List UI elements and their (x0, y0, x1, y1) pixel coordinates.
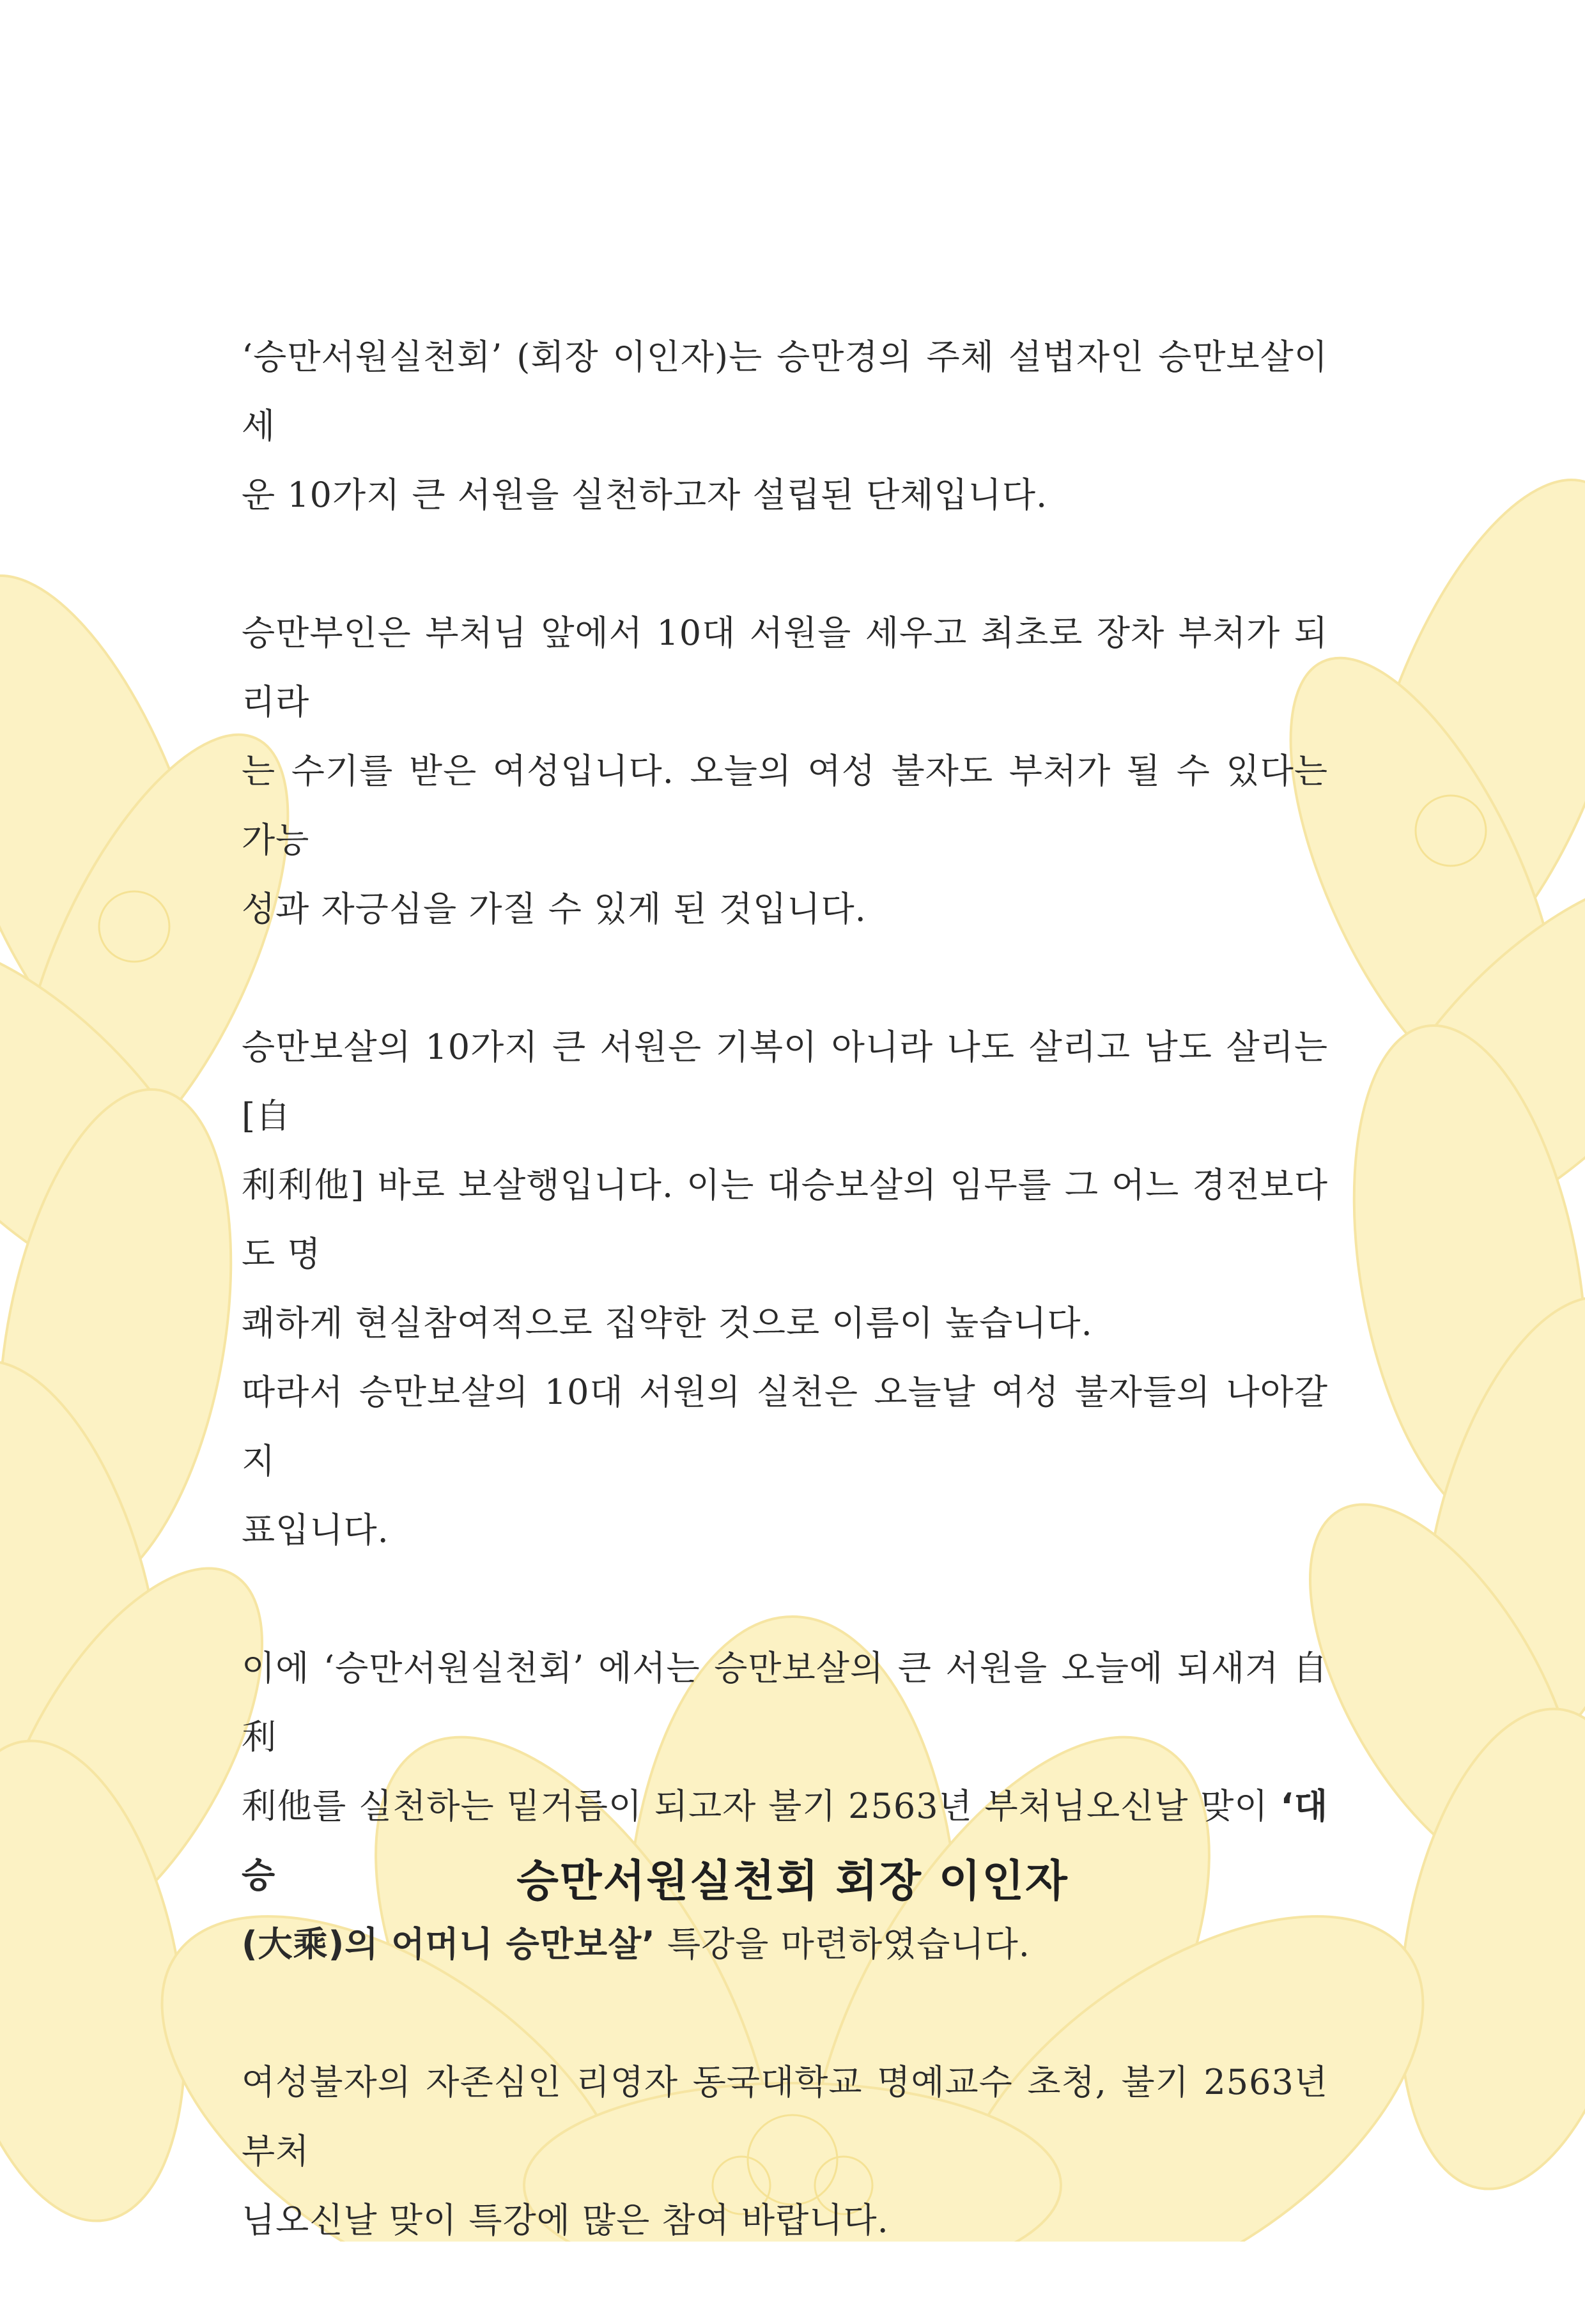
paragraph-line: 운 10가지 큰 서원을 실천하고자 설립된 단체입니다. (242, 475, 1048, 515)
paragraph-lecture-announcement (242, 1634, 1328, 1979)
lecture-title-part: (大乘)의 어머니 승만보살’ (242, 1924, 656, 1964)
paragraph-invitation (242, 2048, 1328, 2255)
paragraph-line: 이에 ‘승만서원실천회’ 에서는 승만보살의 큰 서원을 오늘에 되새겨 自利 (242, 1648, 1328, 1757)
paragraph-line: ‘승만서원실천회’ (회장 이인자)는 승만경의 주체 설법자인 승만보살이 세 (242, 337, 1328, 446)
paragraph-line: 님오신날 맞이 특강에 많은 참여 바랍니다. (242, 2200, 889, 2240)
paragraph-text: 특강을 마련하였습니다. (655, 1924, 1030, 1964)
paragraph-line: 표입니다. (242, 1510, 389, 1550)
letter-body (242, 323, 1328, 2324)
paragraph-line: 따라서 승만보살의 10대 서원의 실천은 오늘날 여성 불자들의 나아갈 지 (242, 1372, 1328, 1481)
paragraph-line: 쾌하게 현실참여적으로 집약한 것으로 이름이 높습니다. (242, 1303, 1093, 1343)
paragraph-ten-vows (242, 1013, 1328, 1358)
paragraph-line: 利利他] 바로 보살행입니다. 이는 대승보살의 임무를 그 어느 경전보다도 명 (242, 1165, 1328, 1274)
paragraph-line: 승만보살의 10가지 큰 서원은 기복이 아니라 나도 살리고 남도 살리는 [自 (242, 1027, 1328, 1136)
paragraph-line (242, 1910, 1328, 1979)
paragraph-intro (242, 323, 1328, 530)
paragraph-line: 승만부인은 부처님 앞에서 10대 서원을 세우고 최초로 장차 부처가 되리라 (242, 613, 1328, 722)
paragraph-line: 는 수기를 받은 여성입니다. 오늘의 여성 불자도 부처가 될 수 있다는 가능 (242, 751, 1328, 860)
paragraph-milestone (242, 1358, 1328, 1565)
signature: 승만서원실천회 회장 이인자 (516, 1856, 1069, 1907)
paragraph-text: 利他를 실천하는 밑거름이 되고자 불기 2563년 부처님오신날 맞이 (242, 1786, 1281, 1826)
paragraph-line: 성과 자긍심을 가질 수 있게 된 것입니다. (242, 889, 867, 929)
paragraph-line: 여성불자의 자존심인 리영자 동국대학교 명예교수 초청, 불기 2563년 부처 (242, 2062, 1328, 2171)
lecture-title-part: ‘대승 (242, 1786, 1328, 1895)
paragraph-queen-srimala (242, 599, 1328, 944)
